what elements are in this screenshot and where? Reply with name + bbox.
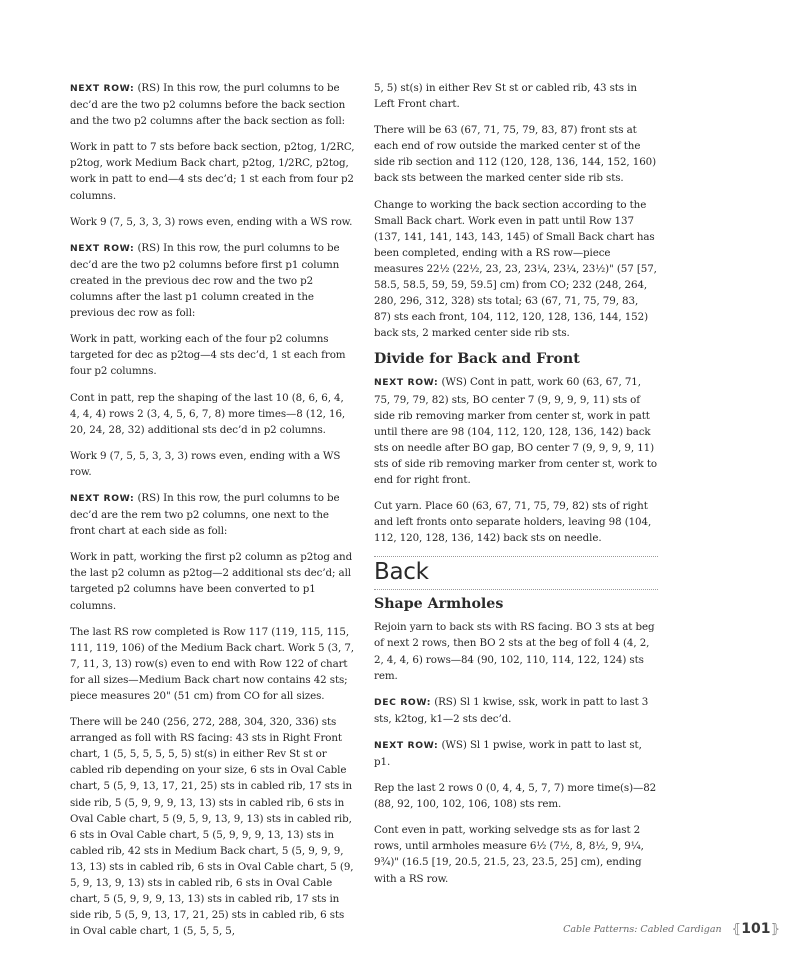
shape-armholes-heading: Shape Armholes (374, 596, 504, 613)
paragraph: Cut yarn. Place 60 (63, 67, 71, 75, 79, 82) sts of right and left fronts onto separate holders, leaving 98 (104, 112, 120, 128, 136, 142) back sts on needle. (374, 500, 652, 545)
paragraph: NEXT ROW: (WS) Cont in patt, work 60 (63, 67, 71, 75, 79, 79, 82) sts, BO center 7 (9, 9, 9, 9, 11) sts of side rib removing marker from center st, work in patt until there are 98 (104, 112, 120, 128, 136, 142) back sts on needle after BO gap, BO center 7 (9, 9, 9, 9, 11) sts of side rib removing marker from center st, work to end for right front. (374, 376, 657, 486)
paragraph: Work in patt, working the first p2 column as p2tog and the last p2 column as p2tog—2 additional sts dec’d; all targeted p2 columns have been converted to p1 columns. (70, 551, 353, 612)
paragraph: There will be 63 (67, 71, 75, 79, 83, 87) front sts at each end of row outside the marked center st of the side rib section and 112 (120, 128, 136, 144, 152, 160) back sts between the marked center side rib sts. (374, 124, 657, 185)
page-folio (732, 921, 780, 937)
running-title: Cable Patterns: Cabled Cardigan (563, 923, 722, 935)
paragraph: NEXT ROW: (RS) In this row, the purl columns to be dec’d are the two p2 columns before first p1 column created in the previous dec row and the two p2 columns after the last p1 column created in the previous dec row as foll: (70, 241, 340, 320)
paragraph: Work 9 (7, 5, 5, 3, 3, 3) rows even, ending with a WS row. (70, 449, 341, 478)
paragraph: DEC ROW: (RS) Sl 1 kwise, ssk, work in patt to last 3 sts, k2tog, k1—2 sts dec’d. (374, 695, 649, 725)
section-divider (374, 556, 658, 557)
paragraph: Work in patt to 7 sts before back section, p2tog, 1/2RC, p2tog, work Medium Back chart, p2tog, 1/2RC, p2tog, work in patt to end—4 sts dec’d; 1 st each from four p2 columns. (70, 141, 355, 202)
paragraph: Rep the last 2 rows 0 (0, 4, 4, 5, 7, 7) more time(s)—82 (88, 92, 100, 102, 106, 108) sts rem. (374, 782, 657, 811)
paragraph: Rejoin yarn to back sts with RS facing. BO 3 sts at beg of next 2 rows, then BO 2 sts at the beg of foll 4 (4, 2, 2, 4, 4, 6) rows—84 (90, 102, 110, 114, 122, 124) sts rem. (374, 621, 655, 682)
paragraph: Cont even in patt, working selvedge sts as for last 2 rows, until armholes measure 6½ (7½, 8, 8½, 9, 9¼, 9¾)" (16.5 [19, 20.5, 21.5, 23, 23.5, 25] cm), ending with a RS row. (374, 824, 644, 885)
paragraph: NEXT ROW: (RS) In this row, the purl columns to be dec’d are the rem two p2 columns, one next to the front chart at each side as foll: (70, 491, 340, 538)
back-section-title: Back (374, 559, 429, 586)
paragraph: The last RS row completed is Row 117 (119, 115, 115, 111, 119, 106) of the Medium Back chart. Work 5 (3, 7, 7, 11, 3, 13) row(s) even to end with Row 122 of chart for all sizes—Medium Back chart now contains 42 sts; piece measures 20" (51 cm) from CO for all sizes. (70, 625, 354, 702)
right-column (374, 80, 658, 897)
paragraph: 5, 5) st(s) in either Rev St st or cabled rib, 43 sts in Left Front chart. (374, 82, 637, 111)
paragraph: NEXT ROW: (RS) In this row, the purl columns to be dec’d are the two p2 columns before the back section and the two p2 columns after the back section as foll: (70, 82, 346, 128)
left-column (70, 80, 355, 949)
section-divider (374, 589, 658, 590)
paragraph: There will be 240 (256, 272, 288, 304, 320, 336) sts arranged as foll with RS facing: 43 sts in Right Front chart, 1 (5, 5, 5, 5, 5, 5) st(s) in either Rev St st or cabled rib depending on your size, 6 sts in Oval Cable chart, 5 (5, 9, 13, 17, 21, 25) sts in cabled rib, 17 sts in side rib, 5 (5, 9, 9, 9, 13, 13) sts in cabled rib, 6 sts in Oval Cable chart, 5 (9, 5, 9, 13, 9, 13) sts in cabled rib, 6 sts in Oval Cable chart, 5 (5, 9, 9, 9, 13, 13) sts in cabled rib, 42 sts in Medium Back chart, 5 (5, 9, 9, 9, 13, 13) sts in cabled rib, 6 sts in Oval Cable chart, 5 (9, 5, 9, 13, 9, 13) sts in cabled rib, 6 sts in Oval Cable chart, 5 (5, 9, 9, 9, 13, 13) sts in cabled rib, 17 sts in side rib, 5 (5, 9, 13, 17, 21, 25) sts in cabled rib, 6 sts in Oval cable chart, 1 (5, 5, 5, 5, (70, 716, 354, 938)
page-number: 101 (741, 921, 771, 937)
paragraph: Change to working the back section according to the Small Back chart. Work even in patt until Row 137 (137, 141, 141, 143, 143, 145) of Small Back chart has been completed, ending with a RS row—piece measures 22½ (22½, 23, 23, 23¼, 23¼, 23½)" (57 [57, 58.5, 58.5, 59, 59, 59.5] cm) from CO; 232 (248, 264, 280, 296, 312, 328) sts total; 63 (67, 71, 75, 79, 83, 87) sts each front, 104, 112, 120, 128, 136, 144, 152) back sts, 2 marked center side rib sts. (374, 198, 657, 340)
left-ornament-icon: ⦃ (731, 921, 742, 937)
page-footer (563, 921, 780, 937)
paragraph: Cont in patt, rep the shaping of the last 10 (8, 6, 6, 4, 4, 4, 4) rows 2 (3, 4, 5, 6, 7, 8) more times—8 (12, 16, 20, 24, 28, 32) additional sts dec’d in p2 columns. (70, 391, 346, 436)
paragraph: Work in patt, working each of the four p2 columns targeted for dec as p2tog—4 sts dec’d, 1 st each from four p2 columns. (70, 333, 346, 378)
divide-heading: Divide for Back and Front (374, 351, 580, 368)
paragraph: NEXT ROW: (WS) Sl 1 pwise, work in patt to last st, p1. (374, 738, 642, 768)
paragraph: Work 9 (7, 5, 3, 3, 3) rows even, ending with a WS row. (70, 215, 353, 228)
right-ornament-icon: ⦄ (770, 921, 780, 937)
